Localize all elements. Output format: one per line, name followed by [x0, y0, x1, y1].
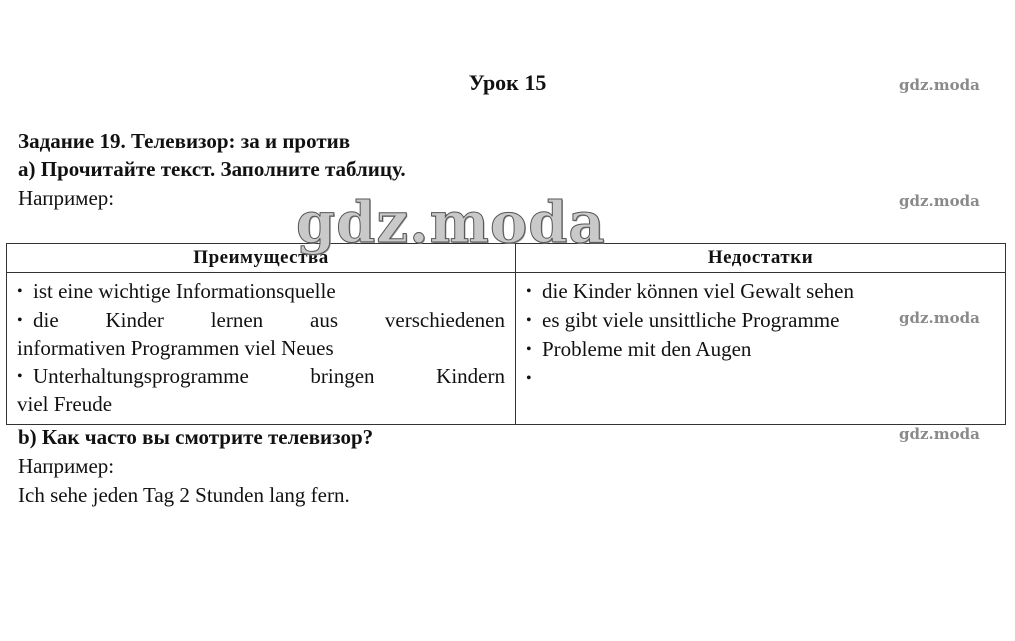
disadvantage-text: die Kinder können viel Gewalt sehen [542, 279, 854, 303]
list-item [526, 364, 995, 393]
task-instruction-a: а) Прочитайте текст. Заполните таблицу. [18, 157, 406, 181]
advantage-text: die Kinder lernen aus verschiedenen [33, 308, 505, 332]
example-label: Например: [18, 454, 115, 478]
list-item [17, 306, 505, 335]
bullet-icon: • [17, 283, 23, 300]
advantage-text: Unterhaltungsprogramme bringen Kindern [33, 364, 505, 388]
disadvantage-text: Probleme mit den Augen [542, 337, 752, 361]
header-advantages: Преимущества [7, 244, 516, 273]
list-item [526, 335, 995, 364]
lesson-title: Урок 15 [468, 70, 547, 95]
task-question-b: b) Как часто вы смотрите телевизор? [18, 425, 374, 449]
watermark-text: gdz.moda [899, 192, 980, 210]
bullet-icon: • [526, 370, 532, 387]
bullet-icon: • [17, 368, 23, 385]
list-item [17, 277, 505, 306]
advantage-text-continued: informativen Programmen viel Neues [17, 336, 334, 360]
bullet-icon: • [526, 341, 532, 358]
disadvantages-cell [516, 273, 1006, 425]
advantages-cell [7, 273, 516, 425]
disadvantage-text: es gibt viele unsittliche Programme [542, 308, 840, 332]
header-disadvantages: Недостатки [516, 244, 1006, 273]
advantage-text-continued: viel Freude [17, 392, 113, 416]
disadvantage-text [542, 364, 995, 393]
task-title: Задание 19. Телевизор: за и против [18, 129, 351, 153]
example-label: Например: [18, 186, 115, 210]
bullet-icon: • [526, 312, 532, 329]
list-item [17, 362, 505, 391]
watermark-text: gdz.moda [899, 425, 980, 443]
watermark-text: gdz.moda [899, 76, 980, 94]
watermark-logo: gdz.moda [296, 190, 606, 256]
advantage-text: ist eine wichtige Informationsquelle [33, 279, 336, 303]
example-answer: Ich sehe jeden Tag 2 Stunden lang fern. [18, 483, 350, 507]
list-item [526, 306, 995, 335]
pros-cons-table [6, 243, 1006, 425]
list-item [526, 277, 995, 306]
watermark-text: gdz.moda [899, 309, 980, 327]
bullet-icon: • [17, 312, 23, 329]
bullet-icon: • [526, 283, 532, 300]
